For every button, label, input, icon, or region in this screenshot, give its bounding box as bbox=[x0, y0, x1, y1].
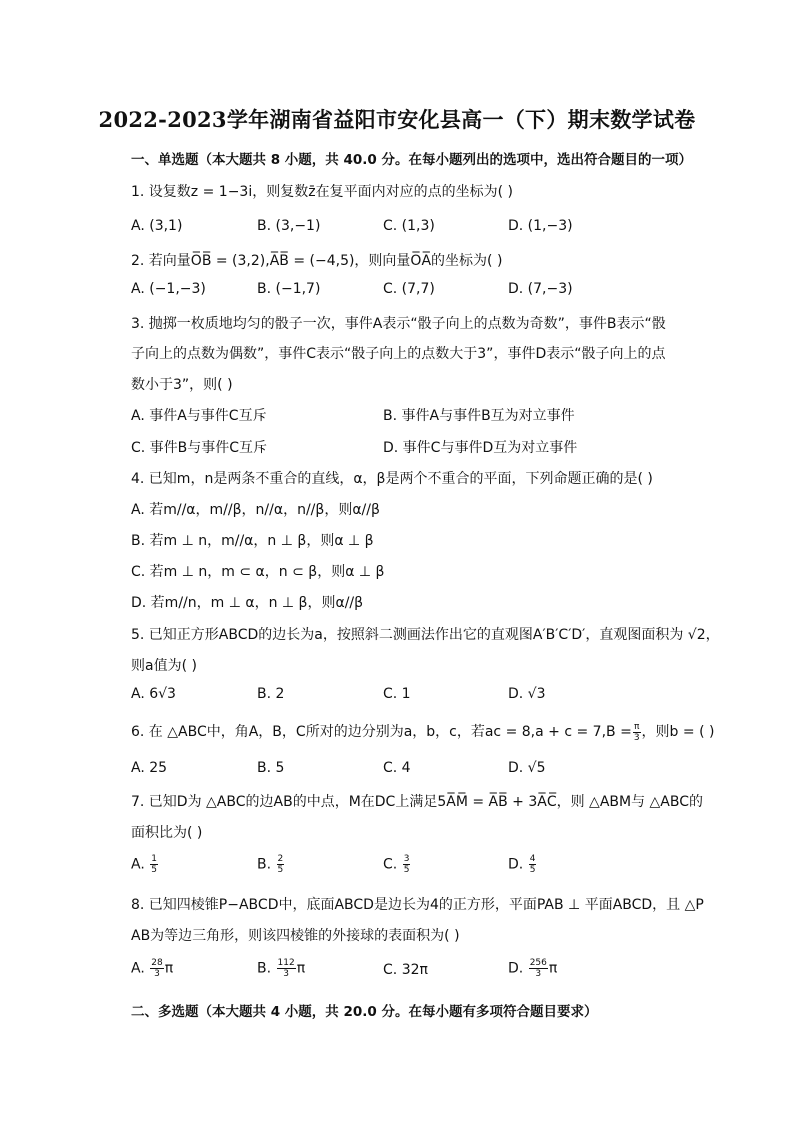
question-5-option-c: C. 1 bbox=[383, 686, 411, 702]
question-7-option-b-label: B. bbox=[257, 856, 272, 873]
question-8-stem-line-1: 8. 已知四棱锥P−ABCD中，底面ABCD是边长为4的正方形，平面PAB ⊥ 平面ABCD，且 △P bbox=[131, 897, 704, 913]
question-7-stem-line-1: 7. 已知D为 △ABC的边AB的中点，M在DC上满足5A̅M̅ = A̅B̅ + 3A̅C̅，则 △ABM与 △ABC的 bbox=[131, 794, 704, 810]
question-4-stem: 4. 已知m，n是两条不重合的直线，α，β是两个不重合的平面，下列命题正确的是( ) bbox=[131, 471, 653, 487]
question-6-fraction-denominator: 3 bbox=[633, 732, 640, 743]
question-7-option-c-fraction bbox=[403, 854, 411, 875]
question-3-option-c: C. 事件B与事件C互斥 bbox=[131, 440, 268, 456]
question-8-option-a-label: A. bbox=[131, 960, 145, 977]
question-4-option-b: B. 若m ⊥ n，m//α，n ⊥ β，则α ⊥ β bbox=[131, 533, 374, 549]
question-8-option-b bbox=[257, 958, 305, 979]
question-8-option-d-suffix: π bbox=[548, 960, 558, 977]
question-7-option-a-label: A. bbox=[131, 856, 145, 873]
question-1-option-c: C. (1,3) bbox=[383, 218, 435, 234]
question-3-stem-line-2: 子向上的点数为偶数”，事件C表示“骰子向上的点数大于3”，事件D表示“骰子向上的点 bbox=[131, 346, 666, 362]
question-8-option-b-fraction bbox=[277, 958, 296, 979]
question-7-option-a-denominator: 5 bbox=[151, 865, 157, 875]
question-8-option-a bbox=[131, 958, 173, 979]
question-5-option-d: D. √3 bbox=[508, 686, 546, 702]
question-8-option-d-label: D. bbox=[508, 960, 524, 977]
question-7-option-b-denominator: 5 bbox=[277, 865, 284, 875]
question-7-option-c bbox=[383, 854, 411, 875]
question-8-option-d bbox=[508, 958, 557, 979]
question-3-stem-line-1: 3. 抛掷一枚质地均匀的骰子一次，事件A表示“骰子向上的点数为奇数”，事件B表示“骰 bbox=[131, 316, 666, 332]
question-7-option-d-fraction bbox=[529, 854, 537, 875]
question-7-option-c-denominator: 5 bbox=[403, 865, 410, 875]
question-6-option-a: A. 25 bbox=[131, 760, 168, 776]
section-heading-multiple-choice: 二、多选题（本大题共 4 小题，共 20.0 分。在每小题有多项符合题目要求） bbox=[131, 1004, 598, 1020]
question-7-option-c-numerator: 3 bbox=[403, 854, 410, 864]
question-4-option-c: C. 若m ⊥ n，m ⊂ α，n ⊂ β，则α ⊥ β bbox=[131, 564, 385, 580]
question-4-option-d: D. 若m//n，m ⊥ α，n ⊥ β，则α//β bbox=[131, 595, 364, 611]
question-6-option-b: B. 5 bbox=[257, 760, 285, 776]
question-6-stem bbox=[131, 721, 714, 743]
question-7-option-d-denominator: 5 bbox=[529, 865, 536, 875]
question-3-option-a: A. 事件A与事件C互斥 bbox=[131, 408, 267, 424]
question-6-fraction bbox=[633, 722, 641, 743]
question-7-option-d bbox=[508, 854, 537, 875]
question-7-option-b bbox=[257, 854, 285, 875]
question-8-option-a-denominator: 3 bbox=[154, 969, 160, 979]
question-7-stem-line-2: 面积比为( ) bbox=[131, 825, 203, 841]
question-2-option-b: B. (−1,7) bbox=[257, 281, 321, 297]
question-1-option-b: B. (3,−1) bbox=[257, 218, 321, 234]
question-7-option-a-numerator: 1 bbox=[151, 854, 157, 864]
question-1-stem: 1. 设复数z = 1−3i，则复数z̄在复平面内对应的点的坐标为( ) bbox=[131, 184, 513, 200]
question-3-option-b: B. 事件A与事件B互为对立事件 bbox=[383, 408, 575, 424]
question-6-option-d: D. √5 bbox=[508, 760, 546, 776]
page-title: 2022-2023学年湖南省益阳市安化县高一（下）期末数学试卷 bbox=[98, 107, 696, 132]
question-7-option-b-numerator: 2 bbox=[277, 854, 284, 864]
question-6-stem-start: 6. 在 △ABC中，角A，B，C所对的边分别为a，b，c，若ac = 8,a + c = 7,B = bbox=[131, 724, 632, 740]
question-7-option-a bbox=[131, 854, 159, 875]
question-8-option-b-numerator: 112 bbox=[277, 958, 295, 968]
question-1-option-d: D. (1,−3) bbox=[508, 218, 573, 234]
question-5-option-a: A. 6√3 bbox=[131, 686, 176, 702]
question-5-option-b: B. 2 bbox=[257, 686, 285, 702]
question-3-option-d: D. 事件C与事件D互为对立事件 bbox=[383, 440, 578, 456]
question-6-fraction-numerator: π bbox=[633, 721, 640, 732]
question-1-option-a: A. (3,1) bbox=[131, 218, 183, 234]
section-heading-single-choice: 一、单选题（本大题共 8 小题，共 40.0 分。在每小题列出的选项中，选出符合题目的一项） bbox=[131, 152, 693, 168]
question-8-option-a-fraction bbox=[150, 958, 163, 979]
question-8-option-b-label: B. bbox=[257, 960, 272, 977]
question-8-option-d-denominator: 3 bbox=[535, 969, 542, 979]
question-7-option-a-fraction bbox=[150, 854, 158, 875]
question-8-option-c-label: C. bbox=[383, 962, 398, 978]
question-8-option-c-text: 32π bbox=[401, 962, 428, 978]
question-3-stem-line-3: 数小于3”，则( ) bbox=[131, 377, 233, 393]
question-8-option-a-numerator: 28 bbox=[151, 958, 163, 968]
question-8-option-d-fraction bbox=[529, 958, 548, 979]
question-7-option-d-numerator: 4 bbox=[529, 854, 536, 864]
question-8-option-b-denominator: 3 bbox=[283, 969, 289, 979]
question-2-option-a: A. (−1,−3) bbox=[131, 281, 206, 297]
question-5-stem-line-1: 5. 已知正方形ABCD的边长为a，按照斜二测画法作出它的直观图A′B′C′D′，直观图面积为 √2， bbox=[131, 627, 720, 643]
question-7-option-d-label: D. bbox=[508, 856, 524, 873]
question-4-option-a: A. 若m//α，m//β，n//α，n//β，则α//β bbox=[131, 502, 380, 518]
question-8-stem-line-2: AB为等边三角形，则该四棱锥的外接球的表面积为( ) bbox=[131, 928, 460, 944]
question-8-option-d-numerator: 256 bbox=[529, 958, 547, 968]
question-2-stem: 2. 若向量O̅B̅ = (3,2),A̅B̅ = (−4,5)，则向量O̅A̅的坐标为( ) bbox=[131, 253, 503, 269]
question-5-stem-line-2: 则a值为( ) bbox=[131, 658, 197, 674]
question-8-option-b-suffix: π bbox=[296, 960, 306, 977]
question-7-option-c-label: C. bbox=[383, 856, 398, 873]
question-7-option-b-fraction bbox=[277, 854, 285, 875]
question-8-option-c bbox=[383, 962, 428, 978]
question-8-option-a-suffix: π bbox=[164, 960, 174, 977]
question-2-option-d: D. (7,−3) bbox=[508, 281, 573, 297]
question-6-option-c: C. 4 bbox=[383, 760, 411, 776]
question-6-stem-end: ，则b = ( ) bbox=[641, 724, 715, 740]
question-2-option-c: C. (7,7) bbox=[383, 281, 435, 297]
